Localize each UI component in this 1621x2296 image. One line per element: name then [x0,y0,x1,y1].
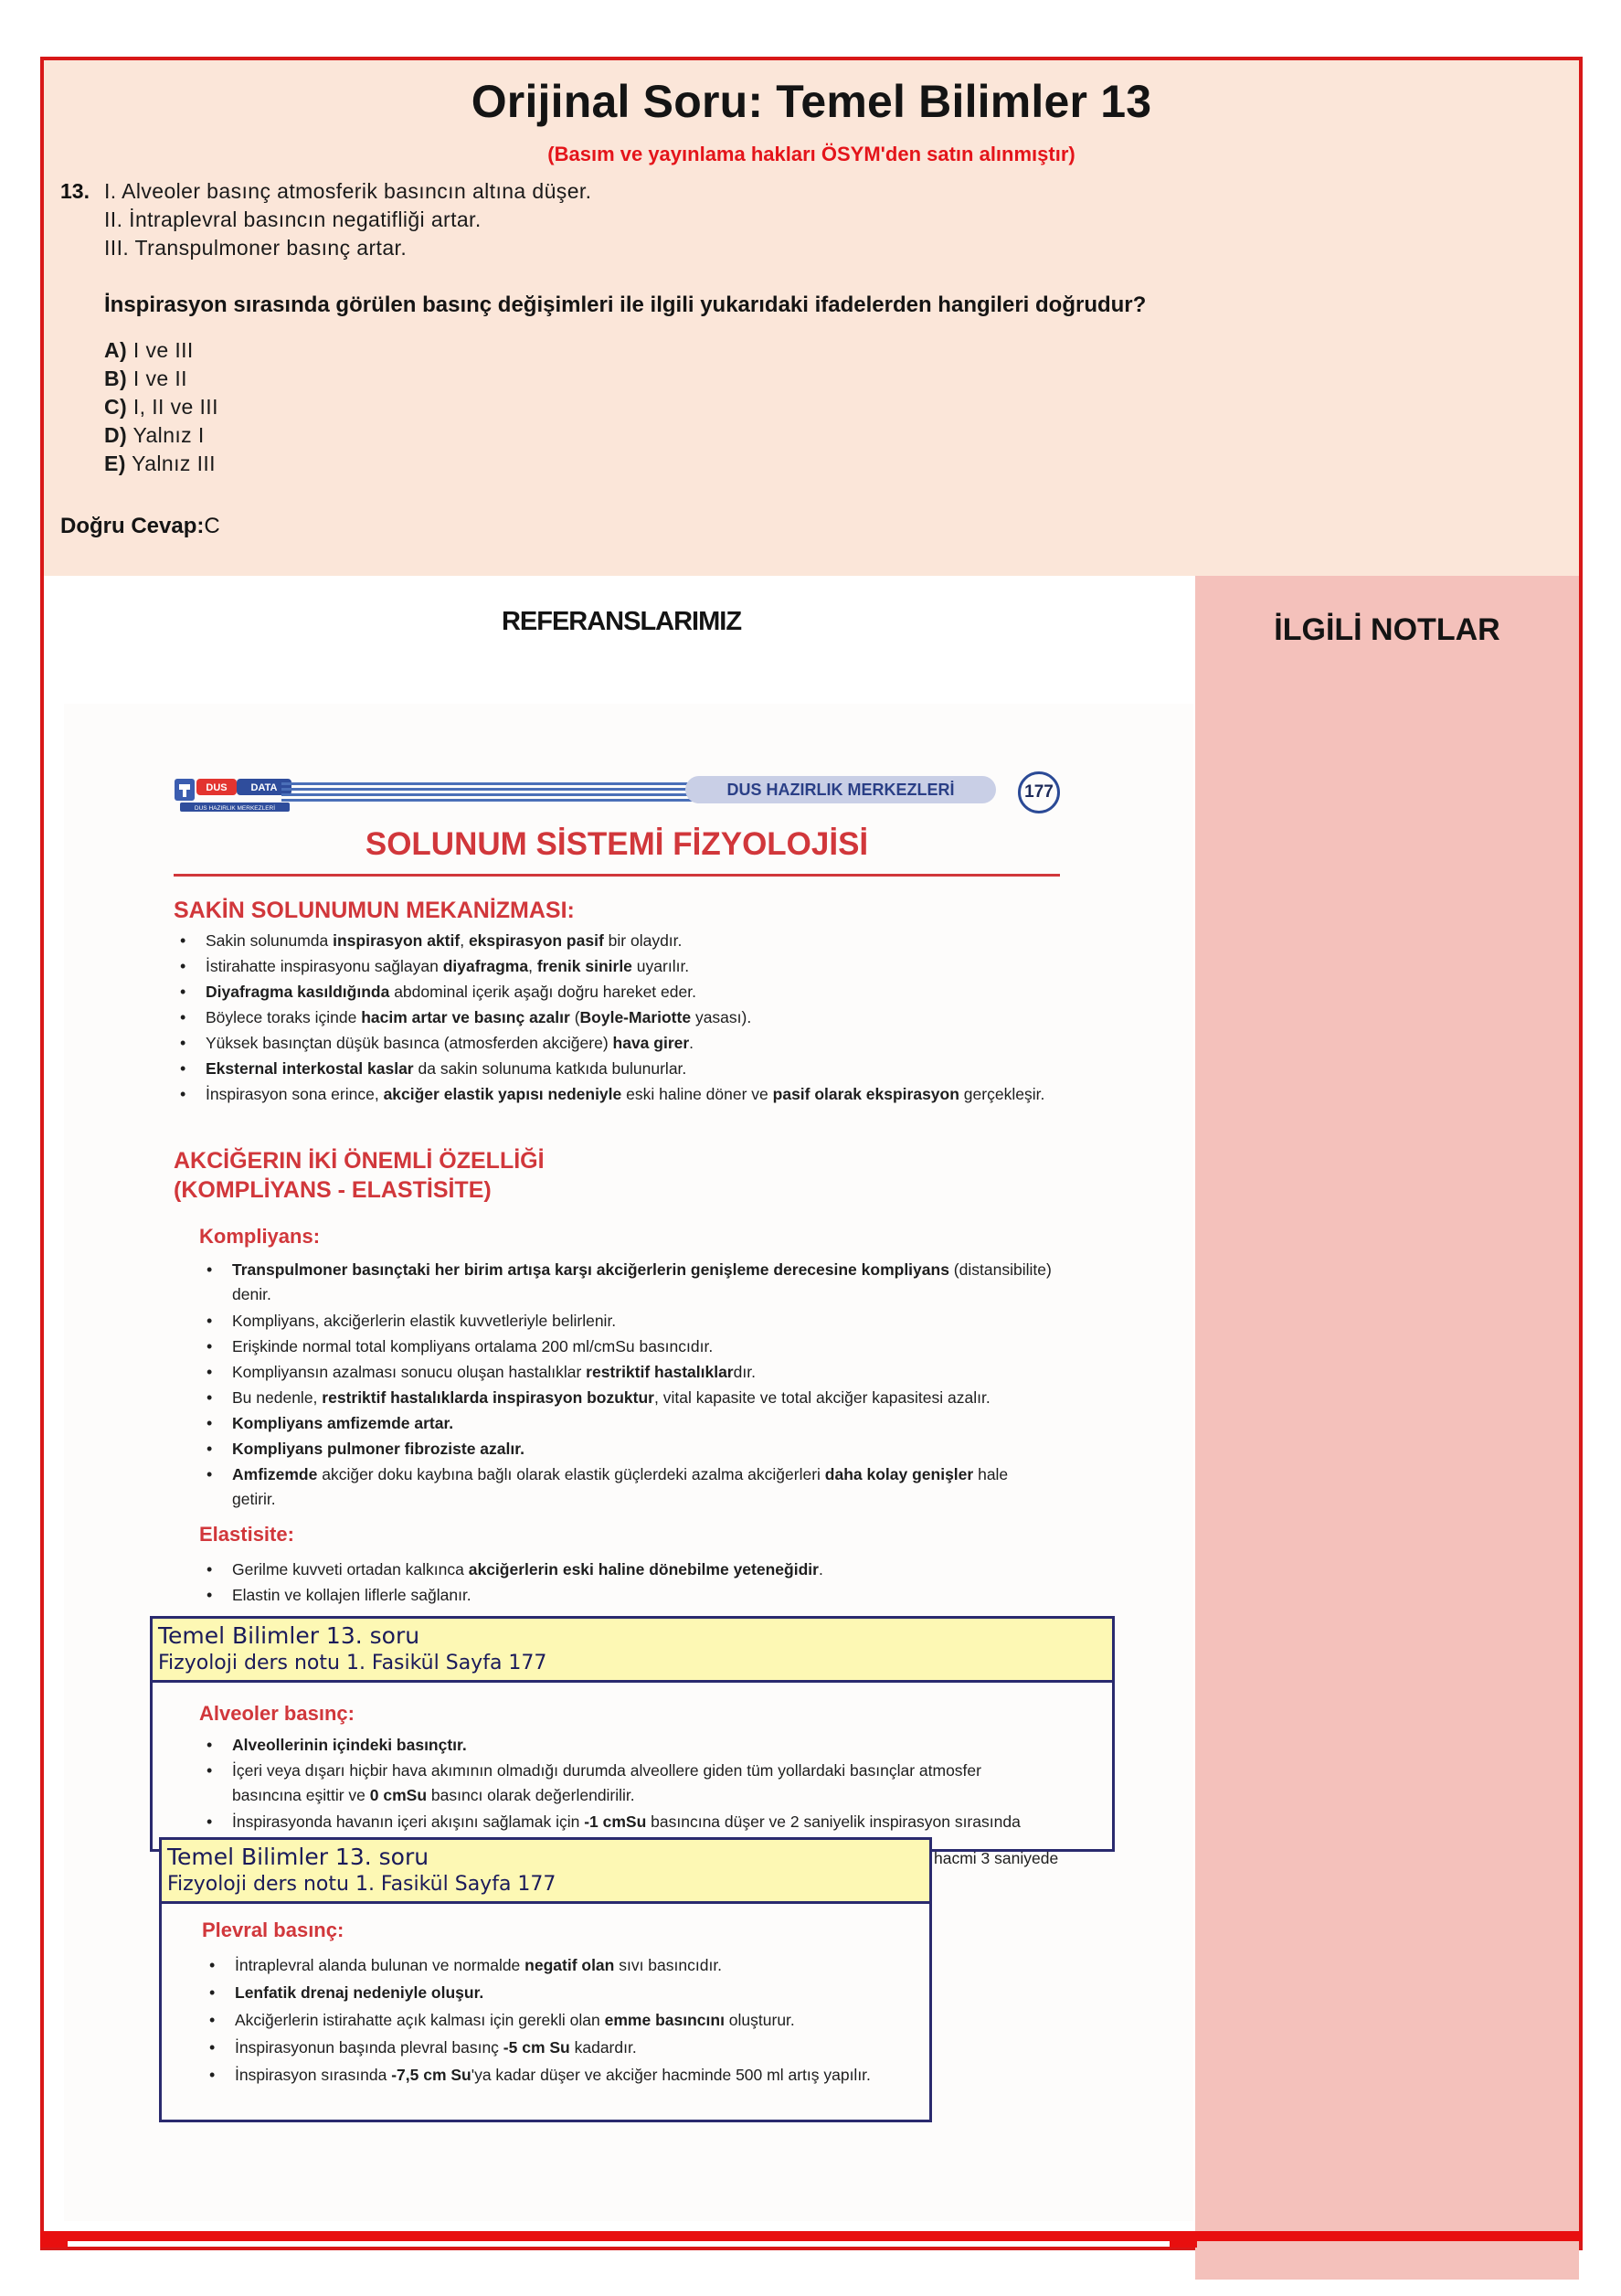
bullet-item: • İnspirasyon sırasında -7,5 cm Su'ya kadar düşer ve akciğer hacminde 500 ml artış yapılır. [235,2063,911,2088]
svg-text:DATA: DATA [250,782,278,793]
section-sakin-solunum: SAKİN SOLUNUMUN MEKANİZMASI: [174,898,575,923]
statement-3: III. Transpulmoner basınç artar. [104,236,408,260]
bullet-item: • Sakin solunumda inspirasyon aktif, ekspirasyon pasif bir olaydır. [206,929,1055,953]
sticker-b-label [162,1840,929,1904]
bullet-item: • Amfizemde akciğer doku kaybına bağlı olarak elastik güçlerdeki azalma akciğerleri daha kolay genişler hale getirir. [232,1462,1054,1512]
reference-sticker-b [159,1837,932,2122]
bullet-item: • Diyafragma kasıldığında abdominal içerik aşağı doğru hareket eder. [206,980,1055,1004]
bullet-item: • İnspirasyonda havanın içeri akışını sağlamak için -1 cmSu basıncına düşer ve 2 saniyelik inspirasyon sırasında [232,1810,1064,1834]
elastisite-title: Elastisite: [199,1523,294,1546]
option-d: D) Yalnız I [104,423,205,447]
bottom-tick-right [1170,2231,1197,2248]
bottom-tick-left [40,2231,68,2248]
bullet-item: • İnspirasyonun başında plevral basınç -5 cm Su kadardır. [235,2036,911,2060]
bullet-item: • Erişkinde normal total kompliyans ortalama 200 ml/cmSu basıncıdır. [232,1334,1082,1359]
bullet-item: • Böylece toraks içinde hacim artar ve basınç azalır (Boyle-Mariotte yasası). [206,1005,1055,1030]
reference-sticker-a [150,1616,1115,1852]
center-banner: DUS HAZIRLIK MERKEZLERİ [685,776,996,803]
question-text: İnspirasyon sırasında görülen basınç değişimleri ile ilgili yukarıdaki ifadelerden hangileri doğrudur? [104,292,1147,317]
alveoler-title: Alveoler basınç: [199,1702,355,1725]
kompliyans-title: Kompliyans: [199,1225,321,1248]
bullet-item: • Eksternal interkostal kaslar da sakin solunuma katkıda bulunurlar. [206,1057,1055,1081]
chapter-title: SOLUNUM SİSTEMİ FİZYOLOJİSİ [365,826,869,862]
notes-title: İLGİLİ NOTLAR [1274,612,1500,647]
bullet-item: • Alveollerinin içindeki basınçtır. [232,1733,1082,1758]
page-title: Orijinal Soru: Temel Bilimler 13 [471,76,1152,127]
question-number: 13. [60,179,90,203]
correct-answer: Doğru Cevap:C [60,514,220,538]
alveoler-tail-text: • hacmi 3 saniyede [934,1846,1098,1871]
option-c: C) I, II ve III [104,395,218,419]
notes-panel [1195,576,1579,2280]
bullet-item: • İntraplevral alanda bulunan ve normalde negatif olan sıvı basıncıdır. [235,1953,911,1978]
question-header [44,60,1579,576]
bullet-item: • İstirahatte inspirasyonu sağlayan diyafragma, frenik sinirle uyarılır. [206,954,1055,979]
sticker-b-line2: Fizyoloji ders notu 1. Fasikül Sayfa 177 [167,1873,556,1896]
section-akciger-ozellik-sub: (KOMPLİYANS - ELASTİSİTE) [174,1177,492,1203]
svg-text:DUS HAZIRLIK MERKEZLERİ: DUS HAZIRLIK MERKEZLERİ [194,805,276,812]
option-b: B) I ve II [104,367,187,390]
sticker-a-line2: Fizyoloji ders notu 1. Fasikül Sayfa 177 [158,1652,547,1674]
bullet-item: • Kompliyans, akciğerlerin elastik kuvvetleriyle belirlenir. [232,1309,1082,1334]
plevral-title: Plevral basınç: [202,1919,344,1941]
bullet-item: • Gerilme kuvveti ortadan kalkınca akciğerlerin eski haline dönebilme yeteneğidir. [232,1557,1082,1582]
svg-text:DUS: DUS [206,782,228,793]
bottom-bar [40,2231,1583,2241]
option-a: A) I ve III [104,338,194,362]
bullet-item: • Bu nedenle, restriktif hastalıklarda inspirasyon bozuktur, vital kapasite ve total akciğer kapasitesi azalır. [232,1386,1082,1410]
chapter-rule [174,874,1060,877]
bullet-item: • Kompliyansın azalması sonucu oluşan hastalıklar restriktif hastalıklardır. [232,1360,1082,1385]
bullet-item: • Elastin ve kollajen liflerle sağlanır. [232,1583,1082,1608]
bullet-item: • Yüksek basınçtan düşük basınca (atmosferden akciğere) hava girer. [206,1031,1055,1056]
references-title: REFERANSLARIMIZ [501,607,742,636]
bullet-item: • İçeri veya dışarı hiçbir hava akımının olmadığı durumda alveollere giden tüm yollardaki basınçlar atmosfer basıncına eşittir ve 0 cmSu basıncı olarak değerlendirilir. [232,1759,1054,1808]
section-akciger-ozellik: AKCİĞERIN İKİ ÖNEMLİ ÖZELLİĞİ [174,1148,545,1174]
option-e: E) Yalnız III [104,452,216,475]
page-number: 177 [1018,771,1060,813]
statement-2: II. İntraplevral basıncın negatifliği artar. [104,207,482,231]
bullet-item: • Akciğerlerin istirahatte açık kalması için gerekli olan emme basıncını oluşturur. [235,2008,911,2033]
sticker-b-line1: Temel Bilimler 13. soru [167,1844,429,1870]
sticker-a-label [153,1619,1112,1683]
reference-scan [64,704,1193,2221]
bullet-item: • Transpulmoner basınçtaki her birim artışa karşı akciğerlerin genişleme derecesine kompliyans (distansibilite) denir. [232,1258,1054,1307]
bullet-item: • Kompliyans amfizemde artar. [232,1411,1082,1436]
bullet-item: • Lenfatik drenaj nedeniyle oluşur. [235,1981,911,2005]
statement-1: I. Alveoler basınç atmosferik basıncın altına düşer. [104,179,592,203]
copyright-notice: (Basım ve yayınlama hakları ÖSYM'den satın alınmıştır) [547,143,1075,165]
sticker-a-line1: Temel Bilimler 13. soru [158,1622,420,1649]
bullet-item: • Kompliyans pulmoner fibroziste azalır. [232,1437,1082,1462]
bullet-item: • İnspirasyon sona erince, akciğer elastik yapısı nedeniyle eski haline döner ve pasif olarak ekspirasyon gerçekleşir. [206,1082,1065,1107]
